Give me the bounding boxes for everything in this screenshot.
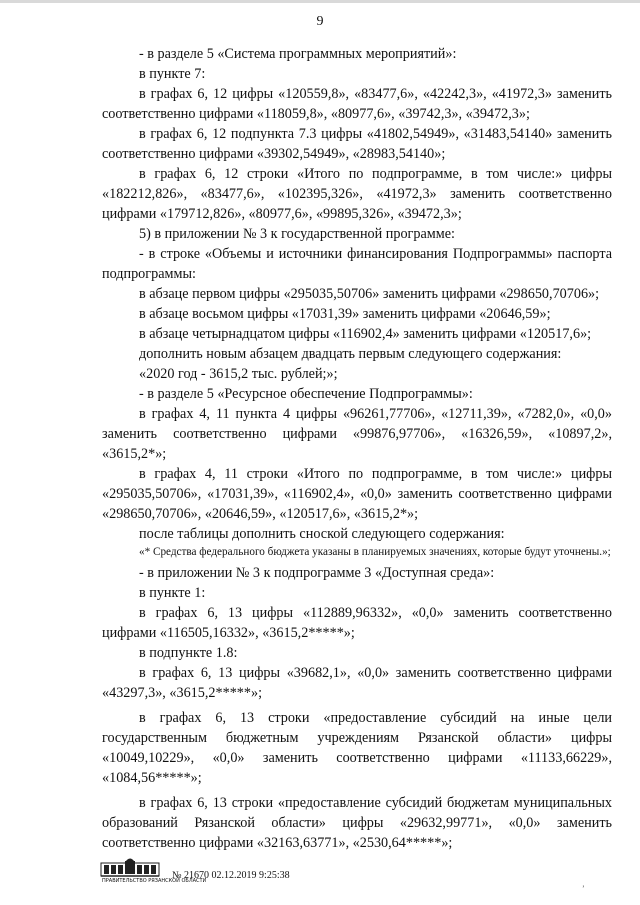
paragraph: в графах 6, 12 цифры «120559,8», «83477,6», «42242,3», «41972,3» заменить соответственно цифрами «118059,8», «80977,6», «39742,3», «39472,3»; — [102, 86, 612, 122]
paragraph: в графах 6, 13 цифры «112889,96332», «0,0» заменить соответственно цифрами «116505,16332», «3615,2*****»; — [102, 605, 612, 641]
paragraph: в графах 6, 12 строки «Итого по подпрограмме, в том числе:» цифры «182212,826», «83477,6», «102395,326», «41972,3» заменить соответственно цифрами «179712,826», «80977,6», «99895,326», «39472,3»; — [102, 166, 612, 222]
document-body — [102, 44, 612, 853]
paragraph: в графах 6, 13 строки «предоставление субсидий бюджетам муниципальных образований Рязанской области» цифры «29632,99771», «0,0» заменить соответственно цифрами «32163,63771», «2530,64*****»; — [102, 795, 612, 851]
document-id-timestamp: № 21670 02.12.2019 9:25:38 — [172, 870, 290, 881]
paragraph: - в разделе 5 «Система программных мероприятий»: — [139, 46, 457, 62]
paragraph: в графах 6, 13 строки «предоставление субсидий на иные цели государственным бюджетным учреждениям Рязанской области» цифры «10049,10229», «0,0» заменить соответственно цифрами «11133,66229», «1084,56*****»; — [102, 710, 612, 786]
paragraph: в графах 6, 12 подпункта 7.3 цифры «41802,54949», «31483,54140» заменить соответственно цифрами «39302,54949», «28983,54140»; — [102, 126, 612, 162]
paragraph: после таблицы дополнить сноской следующего содержания: — [139, 526, 505, 542]
paragraph: - в приложении № 3 к подпрограмме 3 «Доступная среда»: — [139, 565, 495, 581]
paragraph: в абзаце восьмом цифры «17031,39» заменить цифрами «20646,59»; — [139, 306, 551, 322]
paragraph: в графах 4, 11 строки «Итого по подпрограмме, в том числе:» цифры «295035,50706», «17031,39», «116902,4», «0,0» заменить соответственно цифрами «298650,70706», «20646,59», «120517,6», «3615,2*»; — [102, 466, 612, 522]
paragraph: в абзаце четырнадцатом цифры «116902,4» заменить цифрами «120517,6»; — [139, 326, 592, 342]
paragraph: в графах 6, 13 цифры «39682,1», «0,0» заменить соответственно цифрами «43297,3», «3615,2*****»; — [102, 665, 612, 701]
paragraph: в пункте 7: — [139, 66, 206, 82]
stamp-caption: ПРАВИТЕЛЬСТВО РЯЗАНСКОЙ ОБЛАСТИ — [102, 878, 207, 884]
paragraph: - в строке «Объемы и источники финансирования Подпрограммы» паспорта подпрограммы: — [102, 246, 612, 282]
paragraph: в абзаце первом цифры «295035,50706» заменить цифрами «298650,70706»; — [139, 286, 600, 302]
paragraph: - в разделе 5 «Ресурсное обеспечение Подпрограммы»: — [139, 386, 473, 402]
paragraph: в графах 4, 11 пункта 4 цифры «96261,77706», «12711,39», «7282,0», «0,0» заменить соответственно цифрами «99876,97706», «16326,59», «10897,2», «3615,2*»; — [102, 406, 612, 462]
scan-edge-line — [0, 0, 640, 3]
scan-speck: ’ — [582, 884, 585, 893]
page-number: 9 — [316, 14, 324, 29]
footnote-text: «* Средства федерального бюджета указаны в планируемых значениях, которые будут уточнены.»; — [139, 546, 611, 558]
paragraph: в подпункте 1.8: — [139, 645, 238, 661]
paragraph: в пункте 1: — [139, 585, 206, 601]
paragraph: дополнить новым абзацем двадцать первым следующего содержания: — [139, 346, 562, 362]
paragraph: «2020 год - 3615,2 тыс. рублей;»; — [139, 366, 338, 382]
paragraph: 5) в приложении № 3 к государственной программе: — [139, 226, 455, 242]
document-footer — [100, 856, 400, 896]
